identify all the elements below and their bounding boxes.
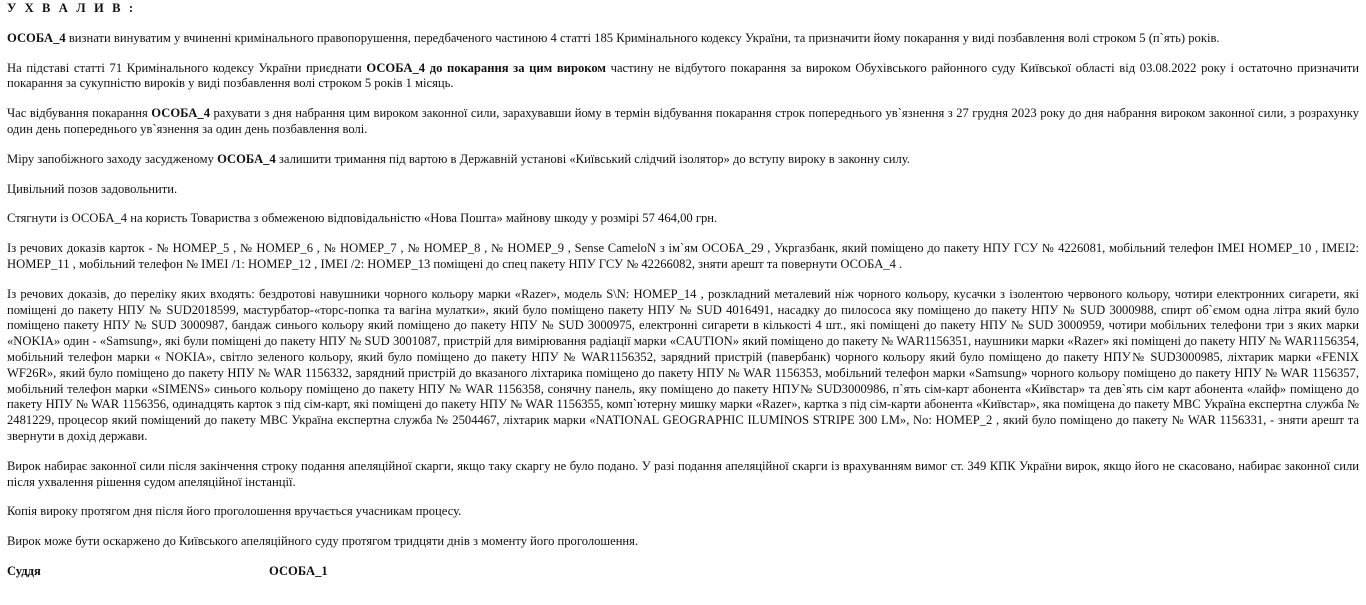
paragraph-guilty	[7, 31, 1359, 47]
paragraph-civil-claim: Цивільний позов задовольнити.	[7, 181, 178, 196]
paragraph-text: визнати винуватим у вчиненні кримінального правопорушення, передбаченого частиною 4 статті 185 Кримінального кодексу України, та призначити йому покарання у виді позбавлення волі строком 5 (п`ять) років.	[65, 30, 1220, 45]
person-name: ОСОБА_4 до покарання за цим вироком	[366, 60, 606, 75]
paragraph-text: Міру запобіжного заходу засудженому	[7, 151, 218, 166]
paragraph-appeal: Вирок може бути оскаржено до Київського апеляційного суду протягом тридцяти днів з моменту його проголошення.	[7, 534, 639, 549]
paragraph-evidence-confiscation: Із речових доказів, до переліку яких входять: бездротові навушники чорного кольору марки «Razer», модель S\N: НОМЕР_14 , розкладний металевий ніж чорного кольору, кусачки з ізолентою червоного кольору, чотири електронних сигарети, які поміщені до пакету НПУ № SUD2018599, мастурбатор-«торс-попка та вагіна мулатки», який було поміщено пакету НПУ № SUD 4016491, насадку до пилососа яку поміщено до пакету НПУ № SUD 3000988, спирт об`ємом одна літра який було поміщено пакету НПУ № SUD 3000987, бандаж синього кольору який поміщено до пакету НПУ № SUD 3000975, електронні сигарети в кількості 4 шт., які поміщені до пакету НПУ № SUD 3000959, чотири мобільних телефони три з яких марки «NOKIA» один - «Samsung», які були поміщені до пакету НПУ № SUD 3001087, пристрій для вимірювання радіації марки «CAUTION» який поміщено до пакету № WAR1156351, наушники марки «Razer» які поміщені до пакету НПУ № WAR1156354, мобільний телефон марки « NOKIA», світло зеленого кольору, який було поміщено до пакету НПУ № WAR1156352, зарядний пристрій (павербанк) чорного кольору який було поміщено до пакету НПУ№ SUD3000985, ліхтарик марки «FENIX WF26R», який було поміщено до пакету НПУ № WAR 1156332, зарядний пристрій до вказаного ліхтарика поміщено до пакету НПУ № WAR 1156353, мобільний телефон марки «Samsung» чорного кольору поміщено до пакету НПУ № WAR 1156357, мобільний телефон марки «SIMENS» синього кольору поміщено до пакету НПУ № WAR 1156358, сонячну панель, яку поміщено до пакету НПУ№ SUD3000986, п`ять сім-карт абонента «Київстар» та дев`ять сім карт абонента «лайф» поміщено до пакету НПУ № WAR 1156356, одинадцять карток з під сім-карт, які поміщені до пакету НПУ № WAR 1156355, комп`ютерну мишку марки «Razer», картка з під сім-карти абонента «Київстар», яка поміщена до пакету МВС Україна експертна служба № 2481229, процесор який поміщений до пакету МВС Україна експертна служба № 2504467, ліхтарик марки «NATIONAL GEOGRAPHIC ILUMINOS STRIPE 300 LM», No: НОМЕР_2 , який було поміщено до пакету № WAR 1156331, - зняти арешт та звернути в дохід держави.	[7, 286, 1359, 443]
signature-name: ОСОБА_1	[269, 563, 328, 578]
paragraph-text: На підставі статті 71 Кримінального кодексу України приєднати	[7, 60, 367, 75]
paragraph-evidence-return: Із речових доказів карток - № НОМЕР_5 , № НОМЕР_6 , № НОМЕР_7 , № НОМЕР_8 , № НОМЕР_9 , Sense CameloN з ім`ям ОСОБА_29 , Укргазбанк, який поміщено до пакету НПУ ГСУ № 4226081, мобільний телефон IMEI НОМЕР_10 , IMEI2: НОМЕР_11 , мобільний телефон № IMEI /1: НОМЕР_12 , IMEI /2: НОМЕР_13 поміщені до спец пакету НПУ ГСУ № 42266082, зняти арешт та повернути ОСОБА_4 .	[7, 241, 1359, 271]
paragraph-text: рахувати з дня набрання цим вироком законної сили, зарахувавши йому в термін відбування покарання строк попереднього ув`язнення з 27 грудня 2023 року до дня набрання вироком законної сили, з розрахунку один день попереднього ув`язнення за один день позбавлення волі.	[7, 106, 1359, 136]
paragraph-damages: Стягнути із ОСОБА_4 на користь Товариства з обмеженою відповідальністю «Нова Пошта» майнову шкоду у розмірі 57 464,00 грн.	[7, 211, 718, 226]
signature-role: Суддя	[7, 563, 41, 578]
paragraph-legal-force: Вирок набирає законної сили після закінчення строку подання апеляційної скарги, якщо таку скаргу не було подано. У разі подання апеляційної скарги із врахуванням вимог ст. 349 КПК України вирок, якщо його не скасовано, набирає законної сили після ухвалення рішення судом апеляційної інстанції.	[7, 458, 1359, 489]
paragraph-text: залишити тримання під вартою в Державній установі «Київський слідчий ізолятор» до вступу вироку в законну силу.	[275, 151, 910, 166]
paragraph-text: Час відбування покарання	[7, 106, 152, 121]
person-name: ОСОБА_4	[217, 151, 276, 166]
paragraph-text: частину не відбутого покарання за вироком Обухівського районного суду Київської області від 03.08.2022 року і остаточно призначити покарання за сукупністю вироків у виді позбавлення волі строком 5 років 1 місяць.	[7, 60, 1359, 91]
resolution-heading: У Х В А Л И В :	[7, 1, 136, 15]
signature-block	[7, 564, 1359, 580]
paragraph-sentence-term	[7, 106, 1359, 138]
verdict-document	[0, 1, 1366, 580]
paragraph-aggregate-sentence	[7, 61, 1359, 93]
person-name: ОСОБА_4	[151, 106, 210, 121]
person-name: ОСОБА_4	[7, 30, 66, 45]
paragraph-copy-delivery: Копія вироку протягом дня після його проголошення вручається учасникам процесу.	[7, 504, 462, 519]
paragraph-preventive-measure	[7, 152, 1359, 168]
